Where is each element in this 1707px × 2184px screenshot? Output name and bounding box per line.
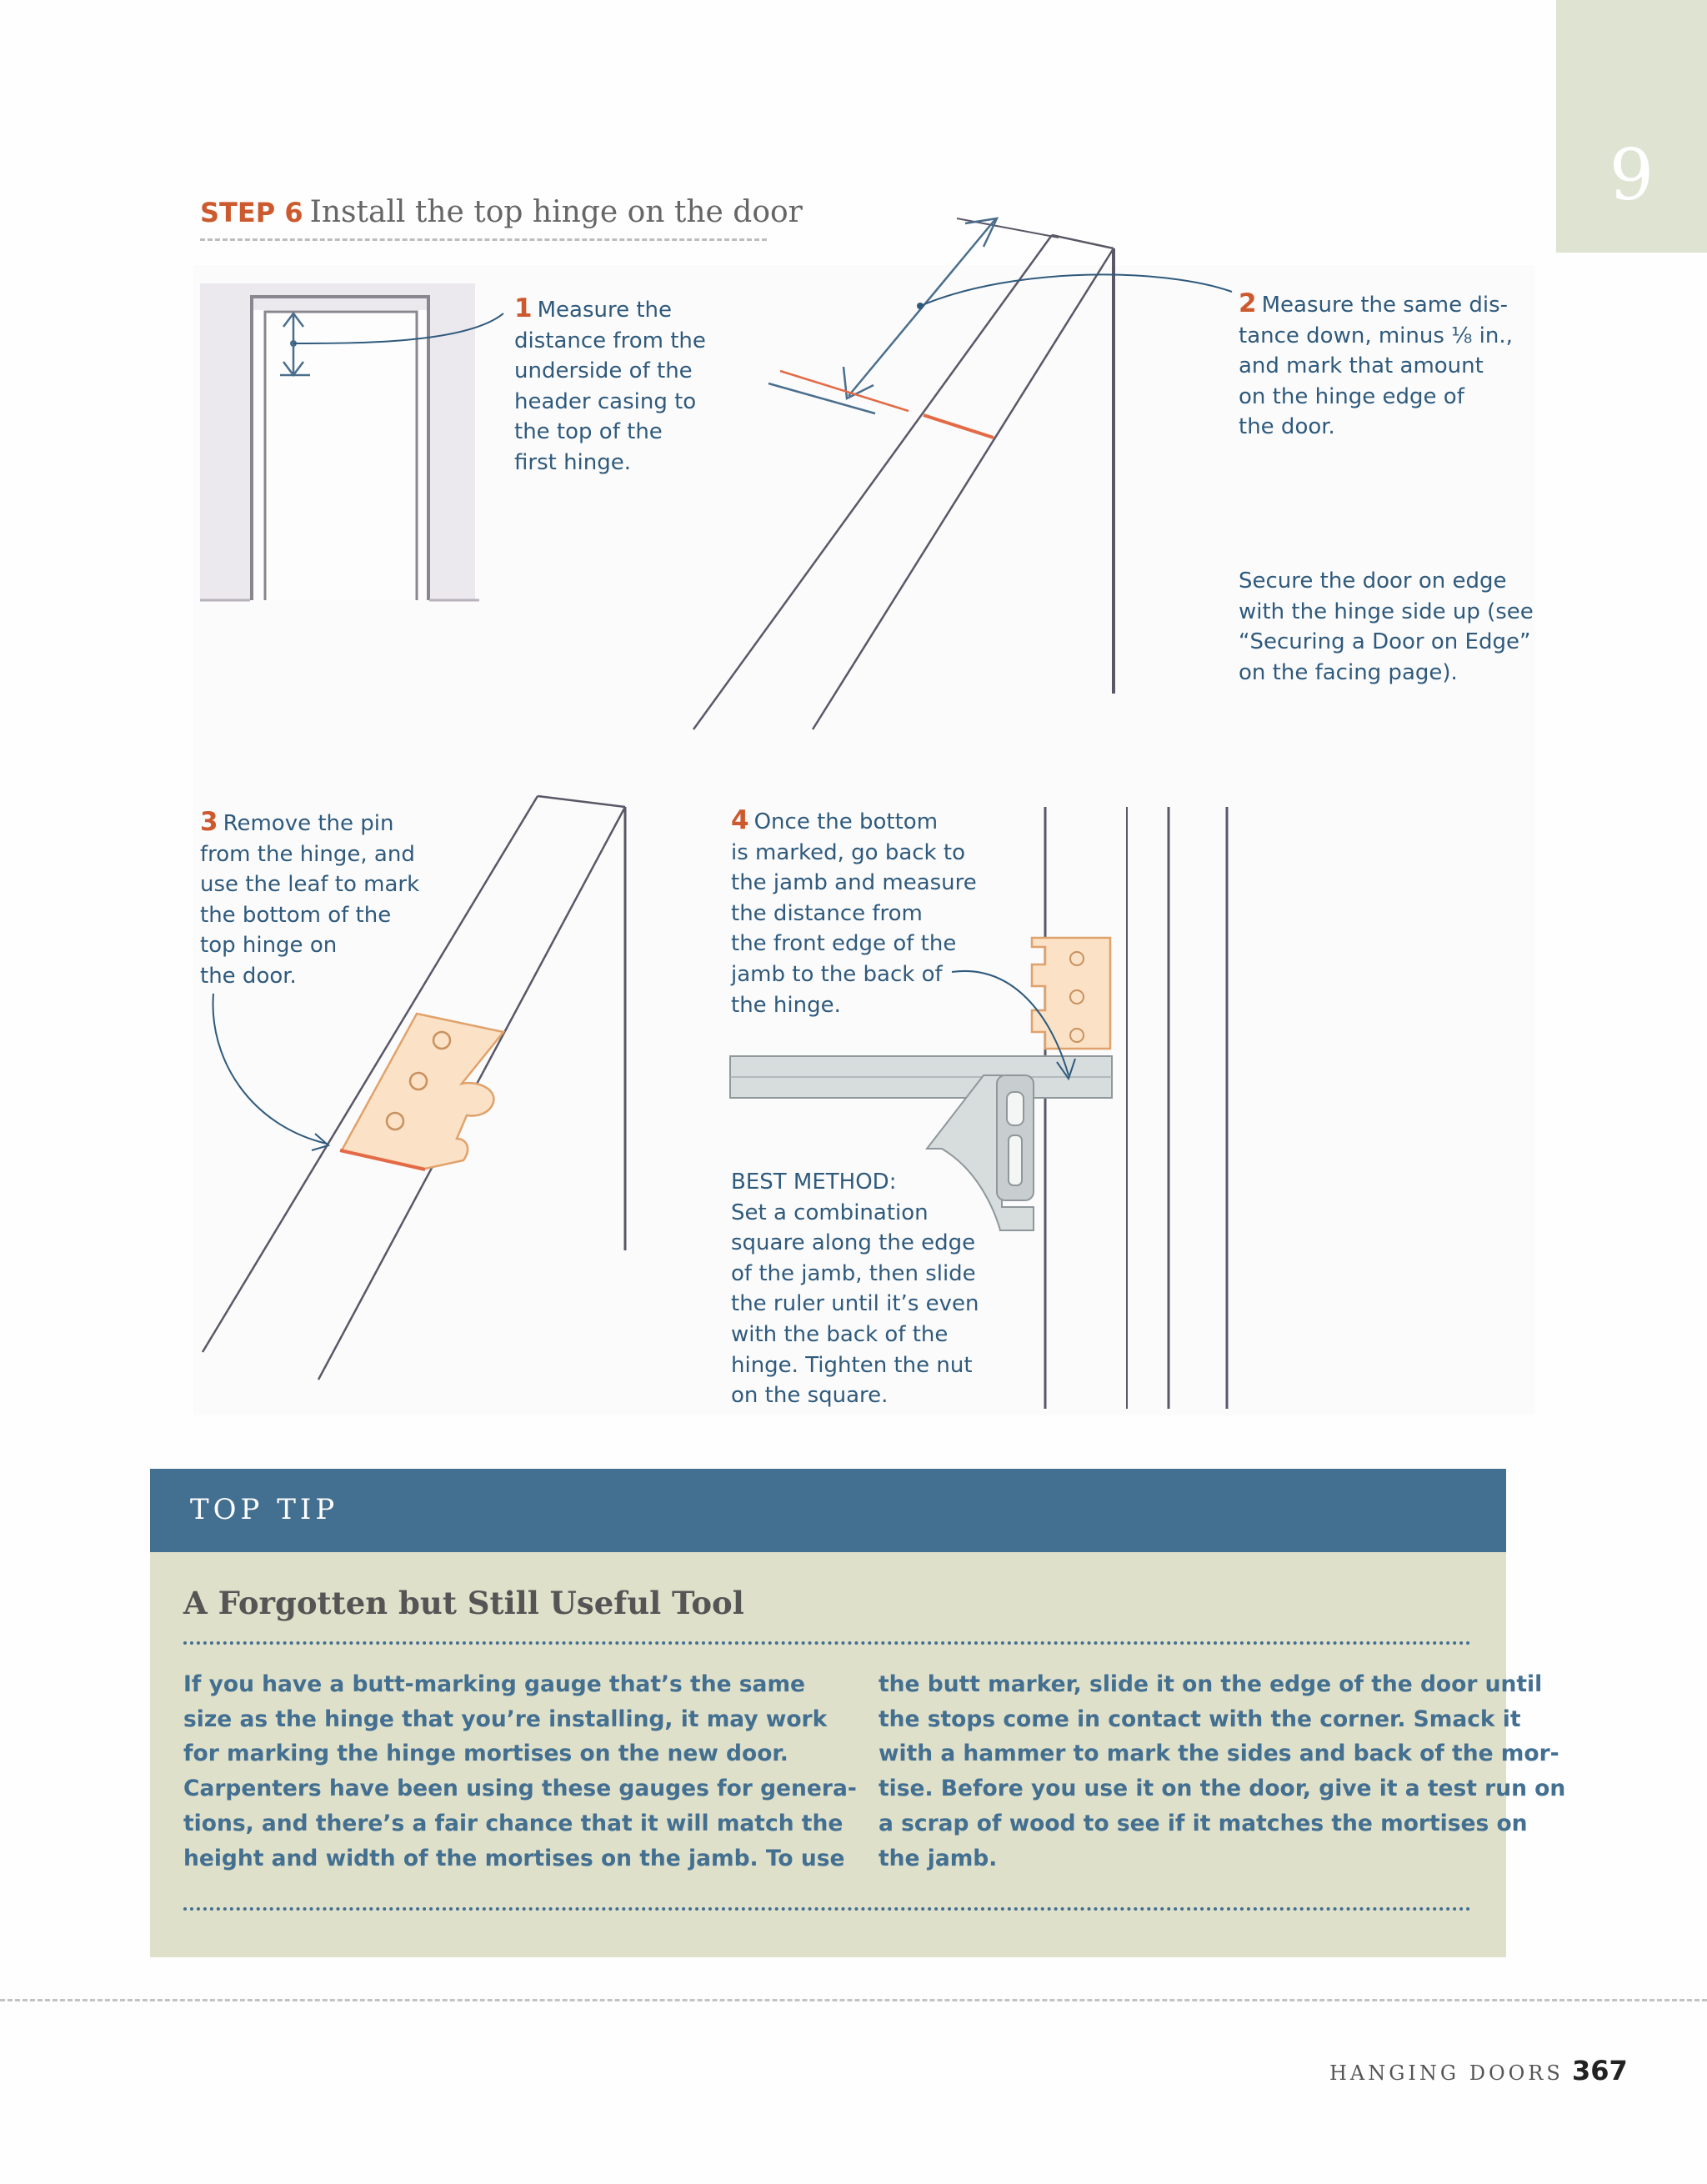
footer-rule — [0, 1999, 1707, 2001]
caption-1-line-4: header casing to — [514, 388, 697, 414]
tip-col1-line-2: size as the hinge that you’re installing, it may work — [183, 1706, 828, 1732]
top-tip-label: TOP TIP — [190, 1493, 339, 1526]
caption-2-line-4: on the hinge edge of — [1239, 383, 1464, 409]
caption-3-line-5: top hinge on — [200, 933, 338, 959]
caption-3-line-6: the door. — [200, 963, 297, 989]
caption-2-line-1: 2 Measure the same dis- — [1239, 288, 1508, 318]
caption-4-line-1: 4 Once the bottom — [731, 805, 939, 835]
tip-col2-line-6: the jamb. — [879, 1845, 998, 1871]
running-head: HANGING DOORS — [1329, 2061, 1564, 2085]
caption-secure-line-4: on the facing page). — [1239, 659, 1458, 685]
tip-col1-line-6: height and width of the mortises on the jamb. To use — [183, 1845, 845, 1871]
caption-4-line-3: the jamb and measure — [731, 870, 977, 896]
top-tip-header-band — [150, 1469, 1506, 1552]
caption-4-number: 4 — [731, 805, 749, 835]
tip-col1-line-3: for marking the hinge mortises on the new door. — [183, 1741, 788, 1767]
caption-best-line-8: on the square. — [731, 1383, 889, 1409]
tip-col2-line-2: the stops come in contact with the corner. Smack it — [879, 1706, 1521, 1732]
caption-3-line-3: use the leaf to mark — [200, 872, 420, 898]
caption-best-line-3: square along the edge — [731, 1230, 976, 1256]
tip-col1-line-1: If you have a butt-marking gauge that’s the same — [183, 1671, 806, 1697]
top-tip-rule-top — [183, 1641, 1471, 1645]
tip-col2-line-1: the butt marker, slide it on the edge of the door until — [879, 1671, 1543, 1697]
caption-best-line-5: the ruler until it’s even — [731, 1291, 979, 1317]
caption-best-method — [731, 1167, 979, 1411]
caption-3-line-1: 3 Remove the pin — [200, 807, 394, 837]
caption-2-line-3: and mark that amount — [1239, 353, 1484, 379]
page-number: 367 — [1572, 2055, 1628, 2086]
caption-4-line-4: the distance from — [731, 900, 923, 926]
caption-1-line-5: the top of the — [514, 419, 663, 445]
caption-secure-line-2: with the hinge side up (see — [1239, 599, 1534, 624]
caption-1-line-6: first hinge. — [514, 449, 632, 475]
caption-3-line-2: from the hinge, and — [200, 841, 415, 867]
caption-best-line-1: BEST METHOD: — [731, 1170, 897, 1195]
caption-1-line-1: 1 Measure the — [514, 293, 673, 323]
caption-2-number: 2 — [1239, 288, 1257, 318]
caption-step-1 — [514, 293, 706, 478]
caption-3-line-4: the bottom of the — [200, 902, 392, 928]
top-tip-rule-bottom — [183, 1907, 1471, 1911]
caption-2-line-2: tance down, minus ⅛ in., — [1239, 323, 1513, 348]
top-tip-box — [150, 1469, 1566, 1957]
caption-2-line-5: the door. — [1239, 414, 1335, 440]
top-tip-column-1 — [183, 1667, 857, 1876]
caption-4-line-5: the front edge of the — [731, 931, 957, 957]
door-opening-illustration — [200, 283, 503, 600]
tip-col2-line-4: tise. Before you use it on the door, give it a test run on — [879, 1776, 1566, 1802]
tip-col2-line-5: a scrap of wood to see if it matches the mortises on — [879, 1810, 1528, 1836]
caption-4-line-7: the hinge. — [731, 992, 841, 1018]
caption-step-3 — [200, 807, 419, 992]
top-tip-column-2 — [879, 1667, 1565, 1876]
caption-best-line-4: of the jamb, then slide — [731, 1260, 976, 1286]
caption-best-line-6: with the back of the — [731, 1321, 949, 1347]
caption-1-line-3: underside of the — [514, 358, 693, 384]
tip-col1-line-4: Carpenters have been using these gauges for genera- — [183, 1776, 857, 1802]
caption-secure-line-3: “Securing a Door on Edge” — [1239, 629, 1531, 655]
caption-3-number: 3 — [200, 807, 218, 837]
caption-step-4 — [731, 805, 977, 1020]
step-label: STEP 6 — [200, 197, 303, 228]
chapter-number: 9 — [1609, 134, 1654, 216]
caption-secure-line-1: Secure the door on edge — [1239, 569, 1507, 594]
caption-secure-door — [1239, 566, 1534, 688]
caption-4-line-2: is marked, go back to — [731, 839, 965, 865]
caption-1-line-2: distance from the — [514, 328, 706, 353]
caption-1-number: 1 — [514, 293, 533, 323]
tip-col1-line-5: tions, and there’s a fair chance that it will match the — [183, 1810, 843, 1836]
top-tip-title: A Forgotten but Still Useful Tool — [183, 1585, 744, 1621]
step-title: Install the top hinge on the door — [309, 195, 803, 229]
caption-best-line-7: hinge. Tighten the nut — [731, 1352, 973, 1378]
tip-col2-line-3: with a hammer to mark the sides and back of the mor- — [879, 1741, 1559, 1767]
door-edge-measure-illustration — [693, 218, 1232, 729]
caption-step-2 — [1239, 288, 1513, 443]
caption-4-line-6: jamb to the back of — [731, 961, 943, 987]
caption-best-line-2: Set a combination — [731, 1200, 929, 1225]
